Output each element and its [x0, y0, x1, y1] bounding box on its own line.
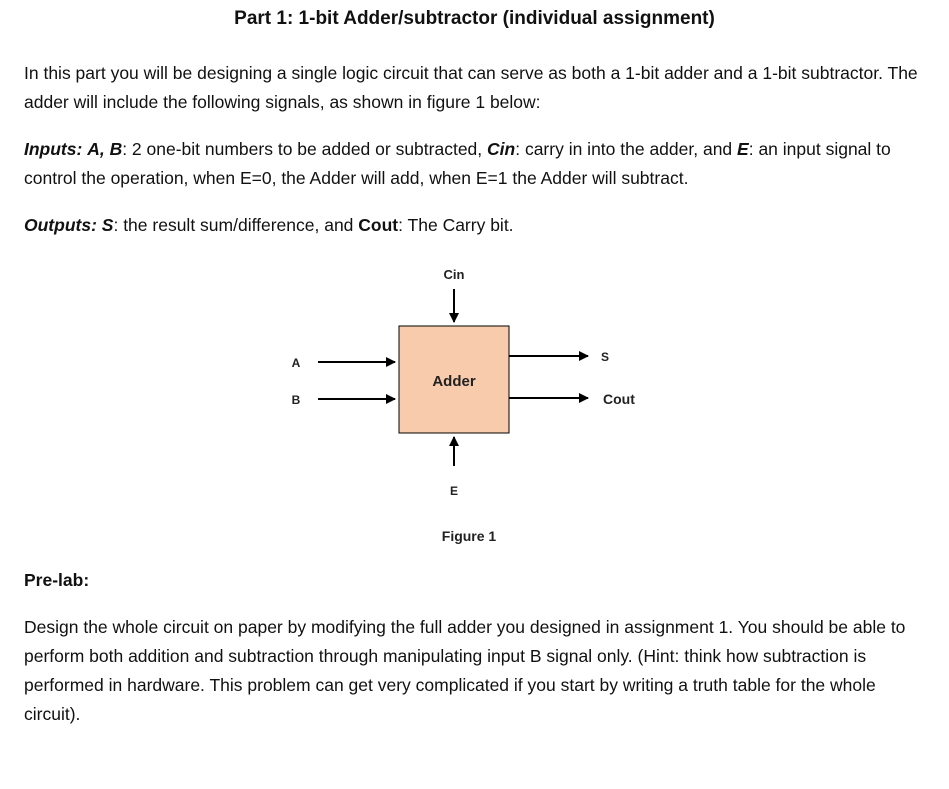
outputs-cout-text: : The Carry bit.	[398, 215, 514, 235]
e-input-label: E	[449, 484, 459, 498]
adder-block-label: Adder	[432, 373, 476, 390]
a-input-label: A	[291, 356, 301, 370]
outputs-cout-label: Cout	[358, 215, 399, 235]
inputs-label: Inputs:	[24, 139, 83, 159]
cin-input-label: Cin	[443, 267, 465, 282]
prelab-paragraph: Design the whole circuit on paper by modifying the full adder you designed in assignment 1. You should be able to perform both addition and subtraction through manipulating input B signal only. (Hint: think how subtraction is performed in hardware. This problem can get very complicated if you start by writing a truth table for the whole circuit).	[24, 617, 906, 724]
inputs-cin-text: : carry in into the adder, and	[515, 139, 738, 159]
page-title: Part 1: 1-bit Adder/subtractor (individual assignment)	[234, 8, 715, 29]
outputs-s-label: S	[101, 215, 114, 235]
inputs-cin-label: Cin	[487, 139, 516, 159]
inputs-ab-label: A, B	[87, 139, 123, 159]
outputs-s-text: : the result sum/difference, and	[113, 215, 359, 235]
inputs-ab-text: : 2 one-bit numbers to be added or subtracted,	[122, 139, 488, 159]
prelab-heading: Pre-lab:	[24, 570, 90, 590]
s-output-label: S	[601, 350, 610, 364]
inputs-e-label: E	[737, 139, 749, 159]
outputs-label: Outputs:	[24, 215, 97, 235]
intro-paragraph: In this part you will be designing a single logic circuit that can serve as both a 1-bit adder and a 1-bit subtractor. The adder will include the following signals, as shown in figure 1 below:	[24, 63, 918, 112]
cout-output-label: Cout	[603, 391, 635, 407]
figure-caption: Figure 1	[441, 528, 497, 544]
b-input-label: B	[291, 393, 301, 407]
inputs-e-text: : an input signal to control the operation, when E=0, the Adder will add, when E=1 the Adder will subtract.	[24, 139, 891, 188]
